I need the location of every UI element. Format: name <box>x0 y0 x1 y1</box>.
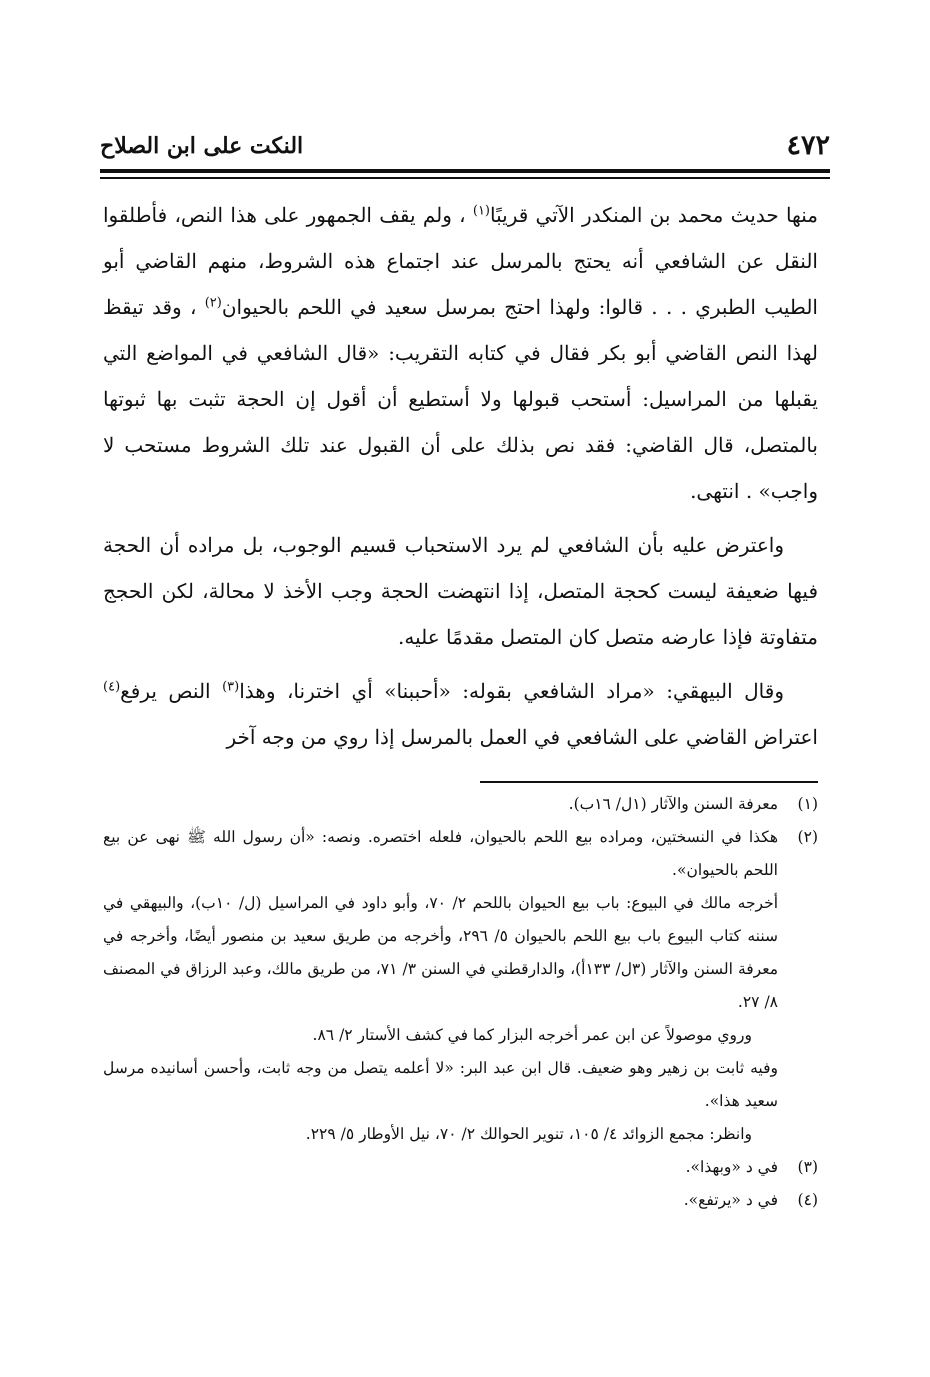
footnote-separator <box>480 781 818 783</box>
footnote-4-text: في د «يرتفع». <box>683 1191 778 1209</box>
footnote-3-number: (٣) <box>797 1158 818 1176</box>
footnote-ref-3: (٣) <box>222 679 240 695</box>
paragraph-1-part-b: ، ولم يقف الجمهور على هذا النص، فأطلقوا النقل عن الشافعي أنه يحتج بالمرسل عند اجتماع هذه الشروط، منهم القاضي أبو الطيب الطبري . . . قالوا: ولهذا احتج بمرسل سعيد في اللحم بالحيوان <box>103 203 818 319</box>
header-rule-thick <box>100 169 830 173</box>
footnote-2-sources: أخرجه مالك في البيوع: باب بيع الحيوان باللحم ٢/ ٧٠، وأبو داود في المراسيل (ل/ ١٠ب)، والبيهقي في سننه كتاب البيوع باب بيع اللحم بالحيوان ٥/ ٢٩٦، وأخرجه من طريق سعيد بن منصور أيضًا، وأخرجه في معرفة السنن والآثار (٣ل/ ١٣٣أ)، والدارقطني في السنن ٣/ ٧١، من طريق مالك، وعبد الرزاق في المصنف ٨/ ٢٧. <box>103 894 779 1011</box>
footnote-2-connected: وروي موصولاً عن ابن عمر أخرجه البزار كما في كشف الأستار ٢/ ٨٦. <box>312 1026 752 1044</box>
footnote-ref-4: (٤) <box>103 679 121 695</box>
paragraph-3 <box>103 668 818 760</box>
paragraph-3-part-b: النص يرفع <box>120 679 223 703</box>
footnotes <box>103 788 818 1217</box>
page-header <box>100 128 830 168</box>
footnote-2 <box>103 821 818 887</box>
footnote-3 <box>103 1151 818 1184</box>
footnote-4-number: (٤) <box>797 1191 818 1209</box>
book-title: النكت على ابن الصلاح <box>100 133 304 159</box>
footnote-1-text: معرفة السنن والآثار (١ل/ ١٦ب). <box>568 795 778 813</box>
footnote-2-see-also: وانظر: مجمع الزوائد ٤/ ١٠٥، تنوير الحوالك ٢/ ٧٠، نيل الأوطار ٥/ ٢٢٩. <box>305 1125 752 1143</box>
footnote-1-number: (١) <box>797 795 818 813</box>
paragraph-1-part-a: منها حديث محمد بن المنكدر الآتي قريبًا <box>490 203 819 227</box>
footnote-1 <box>103 788 818 821</box>
paragraph-1-part-c: ، وقد تيقظ لهذا النص القاضي أبو بكر فقال في كتابه التقريب: «قال الشافعي في المواضع التي يقبلها من المراسيل: أستحب قبولها ولا أستطيع أن أقول إن الحجة تثبت بها ثبوتها بالمتصل، قال القاضي: فقد نص بذلك على أن القبول عند تلك الشروط مستحب لا واجب» . انتهى. <box>103 295 818 503</box>
footnote-2-number: (٢) <box>797 828 818 846</box>
paragraph-3-part-a: وقال البيهقي: «مراد الشافعي بقوله: «أحببنا» أي اخترنا، وهذا <box>239 679 784 703</box>
footnote-2-weakness: وفيه ثابت بن زهير وهو ضعيف. قال ابن عبد البر: «لا أعلمه يتصل من وجه ثابت، وأحسن أسانيده مرسل سعيد هذا». <box>103 1059 778 1110</box>
paragraph-1 <box>103 192 818 514</box>
page-number: ٤٧٢ <box>786 130 830 161</box>
paragraph-3-part-c: اعتراض القاضي على الشافعي في العمل بالمرسل إذا روي من وجه آخر <box>226 725 818 749</box>
footnote-3-text: في د «وبهذا». <box>685 1158 778 1176</box>
footnote-ref-2: (٢) <box>204 295 222 311</box>
header-rule-thin <box>100 177 830 179</box>
footnote-2-text: هكذا في النسختين، ومراده بيع اللحم بالحيوان، فلعله اختصره. ونصه: «أن رسول الله ﷺ نهى عن بيع اللحم بالحيوان». <box>103 828 778 879</box>
footnote-ref-1: (١) <box>472 203 490 219</box>
footnote-4 <box>103 1184 818 1217</box>
paragraph-2: واعترض عليه بأن الشافعي لم يرد الاستحباب قسيم الوجوب، بل مراده أن الحجة فيها ضعيفة ليست كحجة المتصل، إذا انتهضت الحجة وجب الأخذ لا محالة، لكن الحجج متفاوتة فإذا عارضه متصل كان المتصل مقدمًا عليه. <box>103 533 818 649</box>
main-text <box>103 192 818 768</box>
